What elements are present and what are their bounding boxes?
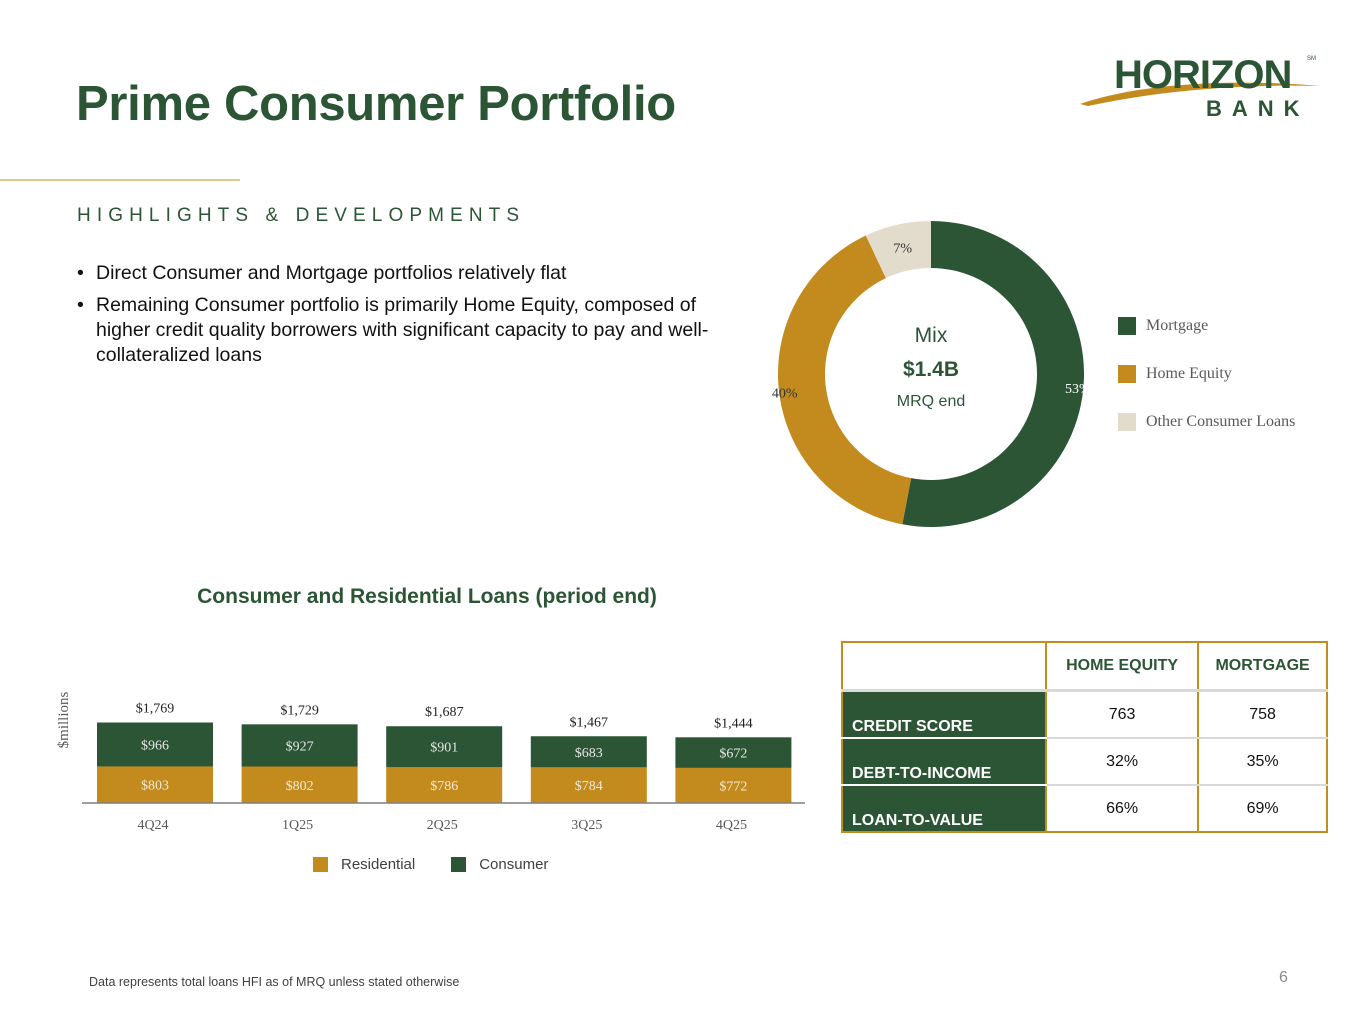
donut-slice-label: 40%: [771, 386, 798, 402]
x-tick-label: 3Q25: [571, 818, 603, 833]
legend-swatch: [1118, 365, 1136, 383]
page-number: 6: [1279, 969, 1288, 986]
donut-slice-label: 53%: [1065, 381, 1091, 397]
legend-item-consumer: [451, 856, 548, 873]
table-cell: 758: [1198, 691, 1327, 739]
bar-value-label: $802: [285, 778, 314, 794]
highlights-list: [77, 261, 737, 375]
table-header-row: [842, 642, 1327, 691]
logo-wordmark: HORIZON: [1114, 53, 1292, 97]
x-tick-label: 4Q24: [137, 818, 169, 833]
x-tick-label: 4Q25: [715, 818, 747, 833]
table-row: [842, 691, 1327, 739]
bar-total-label: $1,444: [714, 716, 753, 732]
x-tick-label: 1Q25: [282, 818, 314, 833]
legend-label: Residential: [341, 856, 416, 873]
credit-metrics-table: [841, 641, 1328, 833]
gold-divider: [0, 179, 240, 181]
table-cell: 763: [1046, 691, 1198, 739]
bullet-dot: •: [77, 262, 84, 284]
section-heading: HIGHLIGHTS & DEVELOPMENTS: [77, 205, 526, 226]
legend-label: Mortgage: [1146, 317, 1209, 334]
legend-label: Consumer: [479, 856, 549, 873]
table-row: [842, 738, 1327, 785]
bar-value-label: $927: [285, 739, 314, 755]
bar-value-label: $786: [430, 779, 459, 795]
bar-total-label: $1,467: [569, 715, 609, 731]
table-header-mortgage: MORTGAGE: [1198, 642, 1327, 691]
bar-value-label: $966: [141, 738, 169, 754]
legend-swatch: [451, 857, 466, 872]
donut-slice-home-equity: [778, 236, 911, 525]
table-cell: 69%: [1246, 799, 1279, 817]
bullet-text: Direct Consumer and Mortgage portfolios relatively flat: [96, 262, 567, 284]
x-tick-label: 2Q25: [426, 818, 458, 833]
bar-value-label: $772: [719, 779, 748, 795]
bar-value-label: $803: [141, 778, 169, 794]
legend-label: Other Consumer Loans: [1146, 413, 1296, 430]
donut-center-note: MRQ end: [896, 393, 966, 410]
donut-center-mix: Mix: [914, 324, 948, 347]
bar-value-label: $784: [574, 779, 603, 795]
bullet-dot: •: [77, 294, 84, 316]
table-header-empty: [842, 642, 1046, 691]
table-header-home-equity: HOME EQUITY: [1046, 642, 1198, 691]
chart-title: Consumer and Residential Loans (period end): [197, 585, 657, 608]
horizon-bank-logo: [1078, 46, 1328, 126]
legend-item-residential: [313, 856, 415, 873]
bullet-text: Remaining Consumer portfolio is primarily Home Equity, composed of higher credit quality borrowers with significant capacity to pay and well-collateralized loans: [96, 294, 709, 366]
legend-item-other-consumer: [1118, 412, 1295, 432]
bar-total-label: $1,729: [280, 703, 319, 719]
list-item: [77, 261, 737, 286]
bar-value-label: $901: [430, 740, 459, 756]
list-item: [77, 293, 737, 368]
row-label: DEBT-TO-INCOME: [842, 738, 1046, 785]
donut-center-total: $1.4B: [902, 358, 960, 381]
bar-value-label: $683: [574, 745, 603, 761]
table-cell: 66%: [1046, 785, 1198, 832]
legend-swatch: [313, 857, 328, 872]
logo-sm-mark: SM: [1307, 56, 1316, 62]
row-label: LOAN-TO-VALUE: [842, 785, 1046, 832]
footnote: Data represents total loans HFI as of MRQ unless stated otherwise: [89, 975, 460, 989]
legend-label: Home Equity: [1146, 365, 1232, 382]
mix-donut-chart: [770, 215, 1100, 535]
bar-total-label: $1,769: [135, 701, 175, 717]
table-cell: 32%: [1046, 738, 1198, 785]
row-label: CREDIT SCORE: [842, 691, 1046, 739]
legend-item-home-equity: [1118, 364, 1295, 384]
bar-value-label: $672: [719, 746, 748, 762]
page-title: Prime Consumer Portfolio: [76, 77, 676, 131]
legend-item-mortgage: [1118, 316, 1295, 336]
bar-legend: [313, 856, 584, 873]
legend-swatch: [1118, 317, 1136, 335]
legend-swatch: [1118, 413, 1136, 431]
table-cell: 35%: [1198, 738, 1327, 785]
y-axis-label: $millions: [56, 691, 72, 749]
donut-legend: [1118, 316, 1295, 460]
bar-total-label: $1,687: [424, 705, 464, 721]
table-row: [842, 785, 1327, 832]
donut-slice-label: 7%: [893, 241, 913, 257]
logo-sub: BANK: [1206, 96, 1310, 121]
loans-bar-chart: [50, 575, 820, 845]
